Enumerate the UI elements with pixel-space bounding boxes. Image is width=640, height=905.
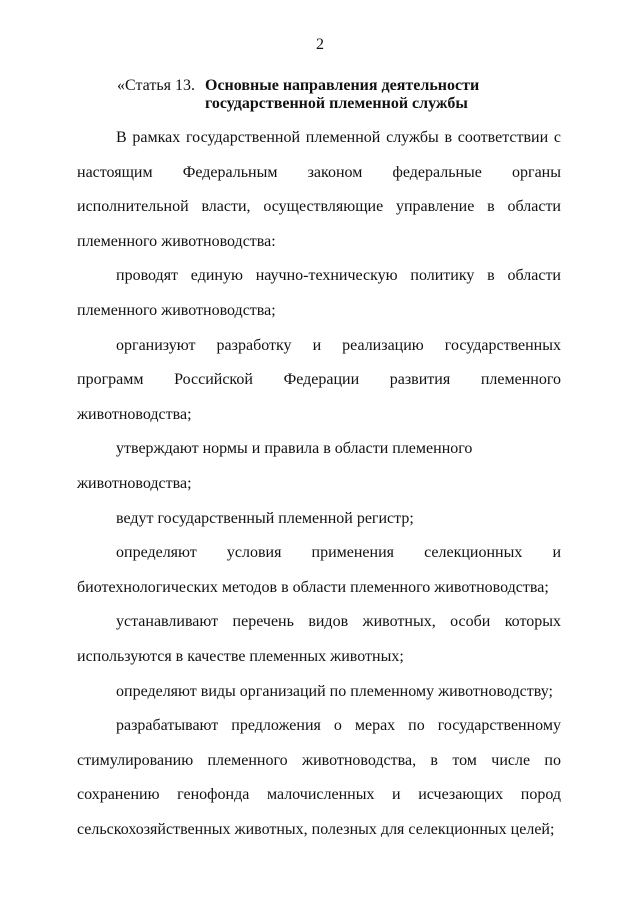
page-number: 2 — [316, 36, 324, 53]
paragraph-item: разрабатывают предложения о мерах по государственному стимулированию племенного животноводства, в том числе по сохранению генофонда малочисленных и исчезающих пород сельскохозяйственных животных, полезных для селекционных целей; — [77, 717, 561, 838]
paragraph-intro: В рамках государственной племенной службы в соответствии с настоящим Федеральным законом федеральные органы исполнительной власти, осуществляющие управление в области племенного животноводства: — [77, 129, 561, 250]
article-title-line-1: Основные направления деятельности — [205, 77, 480, 94]
article-title-line-2: государственной племенной службы — [205, 95, 468, 112]
article-body — [77, 121, 561, 847]
paragraph-item: определяют условия применения селекционных и биотехнологических методов в области племенного животноводства; — [77, 544, 561, 596]
paragraph-item: определяют виды организаций по племенному животноводству; — [116, 682, 553, 700]
paragraph-item: проводят единую научно-техническую политику в области племенного животноводства; — [77, 267, 561, 319]
paragraph-item: устанавливают перечень видов животных, особи которых используются в качестве племенных животных; — [77, 613, 561, 665]
article-title — [205, 77, 565, 113]
article-label: «Статья 13. — [117, 77, 195, 94]
paragraph-item: ведут государственный племенной регистр; — [116, 509, 414, 527]
paragraph-item: организуют разработку и реализацию государственных программ Российской Федерации развития племенного животноводства; — [77, 336, 561, 423]
paragraph-item: утверждают нормы и правила в области племенного животноводства; — [77, 440, 473, 492]
